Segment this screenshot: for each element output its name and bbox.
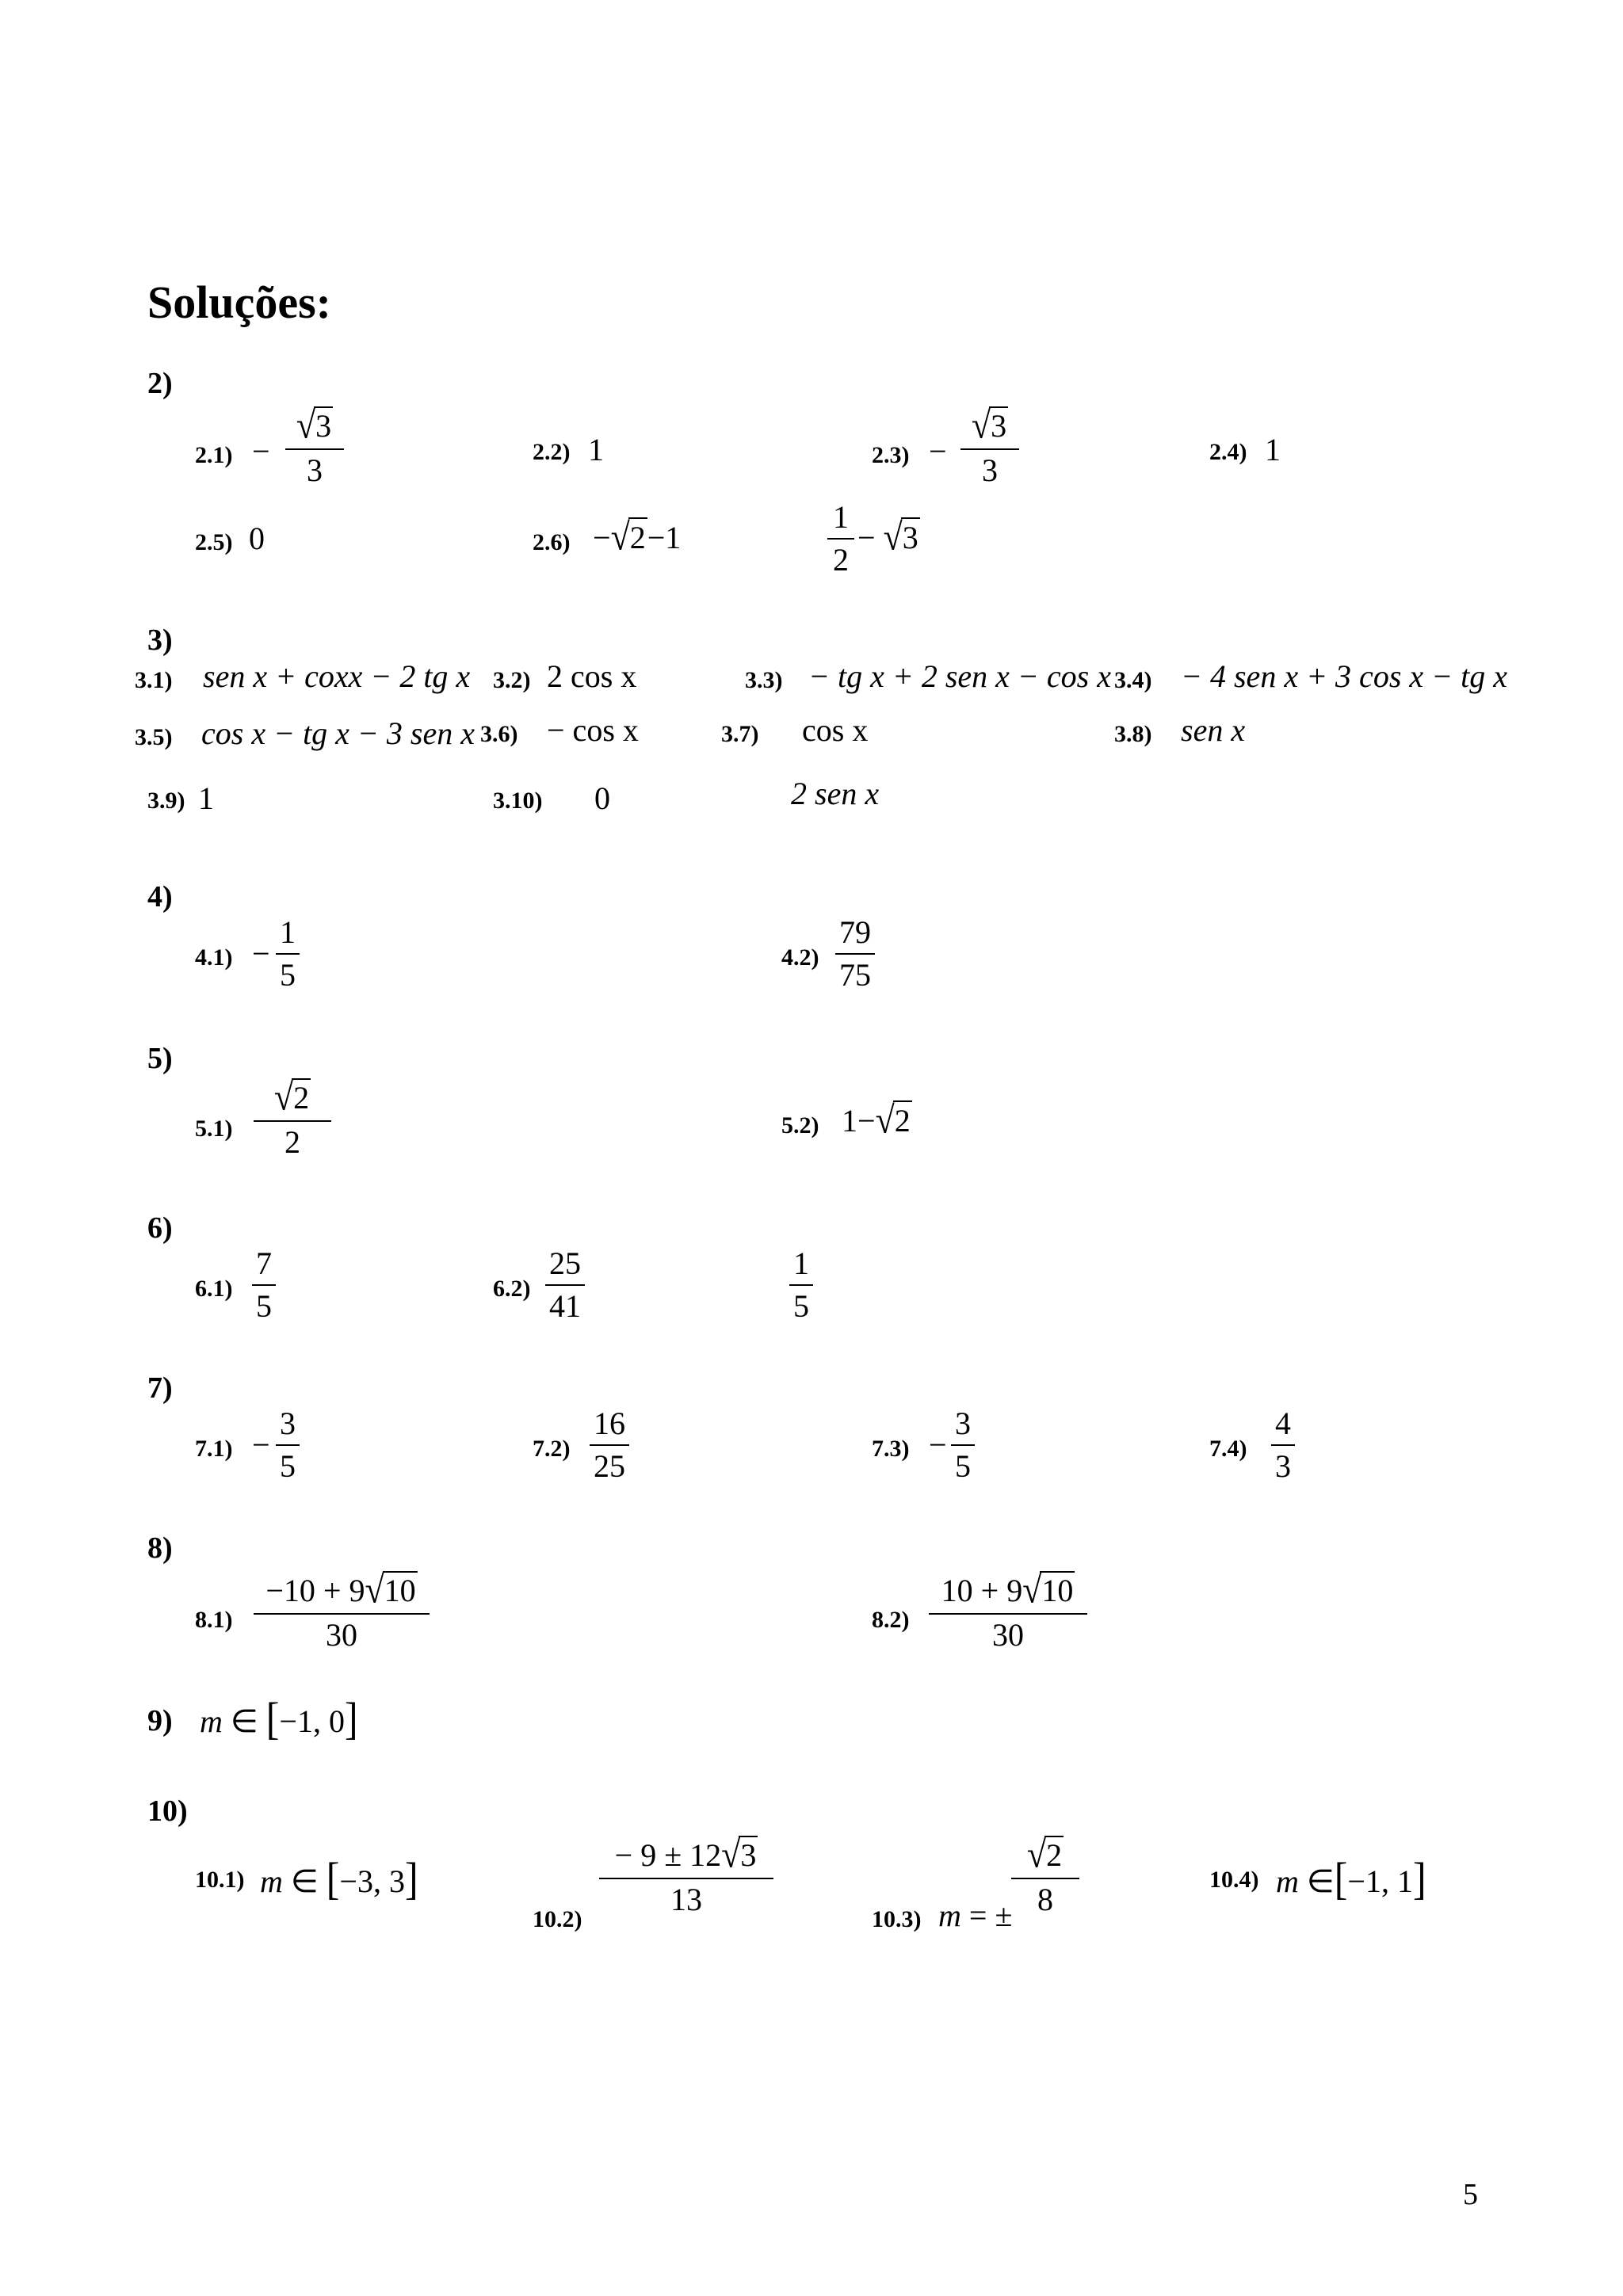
label-3-4: 3.4)	[1114, 667, 1152, 693]
section-9-heading: 9)	[147, 1704, 173, 1737]
label-10-1: 10.1)	[195, 1867, 245, 1893]
answer-5-2: 1−√2	[842, 1098, 911, 1142]
label-8-1: 8.1)	[195, 1607, 233, 1633]
answer-7-1: 3 5	[276, 1405, 300, 1485]
answer-3-2: 2 cos x	[547, 658, 637, 694]
answer-6-1: 7 5	[252, 1245, 276, 1325]
label-2-2: 2.2)	[533, 439, 571, 465]
page-number: 5	[1463, 2178, 1478, 2211]
label-3-3: 3.3)	[745, 667, 783, 693]
answer-5-1: √2 2	[254, 1077, 331, 1161]
label-3-8: 3.8)	[1114, 721, 1152, 747]
answer-7-4: 4 3	[1271, 1405, 1295, 1485]
section-6-heading: 6)	[147, 1211, 173, 1245]
answer-2-7-rest: − √3	[857, 515, 918, 559]
answer-8-2: 10 + 9√10 30	[929, 1570, 1087, 1653]
section-4-heading: 4)	[147, 880, 173, 913]
section-5-heading: 5)	[147, 1042, 173, 1075]
answer-2-7-fraction: 1 2	[827, 499, 854, 578]
page-title: Soluções:	[147, 277, 331, 328]
answer-2-4: 1	[1265, 432, 1281, 467]
answer-3-1: sen x + coxx − 2 tg x	[203, 658, 471, 694]
label-2-1: 2.1)	[195, 442, 233, 468]
answer-10-1: m ∈ [−3, 3]	[260, 1852, 418, 1905]
answer-3-10: 0	[594, 780, 610, 816]
answer-7-3: 3 5	[951, 1405, 975, 1485]
label-3-7: 3.7)	[721, 721, 759, 747]
label-4-2: 4.2)	[781, 944, 819, 971]
section-8-heading: 8)	[147, 1531, 173, 1565]
answer-3-5: cos x − tg x − 3 sen x	[201, 715, 475, 751]
label-5-1: 5.1)	[195, 1116, 233, 1142]
answer-2-5: 0	[249, 521, 265, 556]
label-2-3: 2.3)	[872, 442, 910, 468]
answer-10-3-prefix: m = ±	[938, 1897, 1013, 1933]
minus-sign: −	[252, 433, 270, 469]
label-4-1: 4.1)	[195, 944, 233, 971]
label-10-3: 10.3)	[872, 1906, 922, 1932]
answer-2-2: 1	[588, 432, 604, 467]
label-7-3: 7.3)	[872, 1436, 910, 1462]
minus-sign: −	[929, 433, 947, 469]
minus-sign: −	[929, 1427, 947, 1463]
label-2-4: 2.4)	[1209, 439, 1247, 465]
answer-7-2: 16 25	[590, 1405, 629, 1485]
label-10-2: 10.2)	[533, 1906, 582, 1932]
section-10-heading: 10)	[147, 1794, 188, 1828]
answer-2-6: −√2−1	[593, 515, 682, 559]
minus-sign: −	[252, 936, 270, 971]
section-7-heading: 7)	[147, 1371, 173, 1405]
section-3-heading: 3)	[147, 624, 173, 657]
answer-2-3: √3 3	[960, 406, 1019, 489]
answer-3-9: 1	[198, 780, 214, 816]
minus-sign: −	[252, 1427, 270, 1463]
answer-9: m ∈ [−1, 0]	[200, 1692, 358, 1745]
label-8-2: 8.2)	[872, 1607, 910, 1633]
answer-3-11: 2 sen x	[791, 776, 880, 811]
answer-10-3-fraction: √2 8	[1011, 1835, 1079, 1918]
answer-10-2: − 9 ± 12√3 13	[599, 1835, 773, 1918]
answer-4-2: 79 75	[835, 914, 875, 994]
label-7-2: 7.2)	[533, 1436, 571, 1462]
section-2-heading: 2)	[147, 367, 173, 400]
label-3-9: 3.9)	[147, 788, 185, 814]
label-3-6: 3.6)	[480, 721, 518, 747]
label-3-2: 3.2)	[493, 667, 531, 693]
answer-3-3: − tg x + 2 sen x − cos x	[808, 658, 1111, 694]
answer-3-8: sen x	[1181, 712, 1246, 748]
label-10-4: 10.4)	[1209, 1867, 1259, 1893]
label-7-4: 7.4)	[1209, 1436, 1247, 1462]
label-5-2: 5.2)	[781, 1112, 819, 1138]
label-2-5: 2.5)	[195, 529, 233, 555]
label-3-1: 3.1)	[135, 667, 173, 693]
label-3-10: 3.10)	[493, 788, 543, 814]
answer-8-1: −10 + 9√10 30	[254, 1570, 430, 1653]
answer-6-3: 1 5	[789, 1245, 813, 1325]
answer-3-7: cos x	[802, 712, 869, 748]
label-2-6: 2.6)	[533, 529, 571, 555]
answer-3-6: − cos x	[547, 712, 639, 748]
label-6-2: 6.2)	[493, 1276, 531, 1302]
label-7-1: 7.1)	[195, 1436, 233, 1462]
answer-3-4: − 4 sen x + 3 cos x − tg x	[1181, 658, 1507, 694]
answer-10-4: m ∈[−1, 1]	[1276, 1852, 1426, 1905]
answer-2-1: √3 3	[285, 406, 344, 489]
answer-6-2: 25 41	[545, 1245, 585, 1325]
label-3-5: 3.5)	[135, 724, 173, 750]
answer-4-1: 1 5	[276, 914, 300, 994]
label-6-1: 6.1)	[195, 1276, 233, 1302]
